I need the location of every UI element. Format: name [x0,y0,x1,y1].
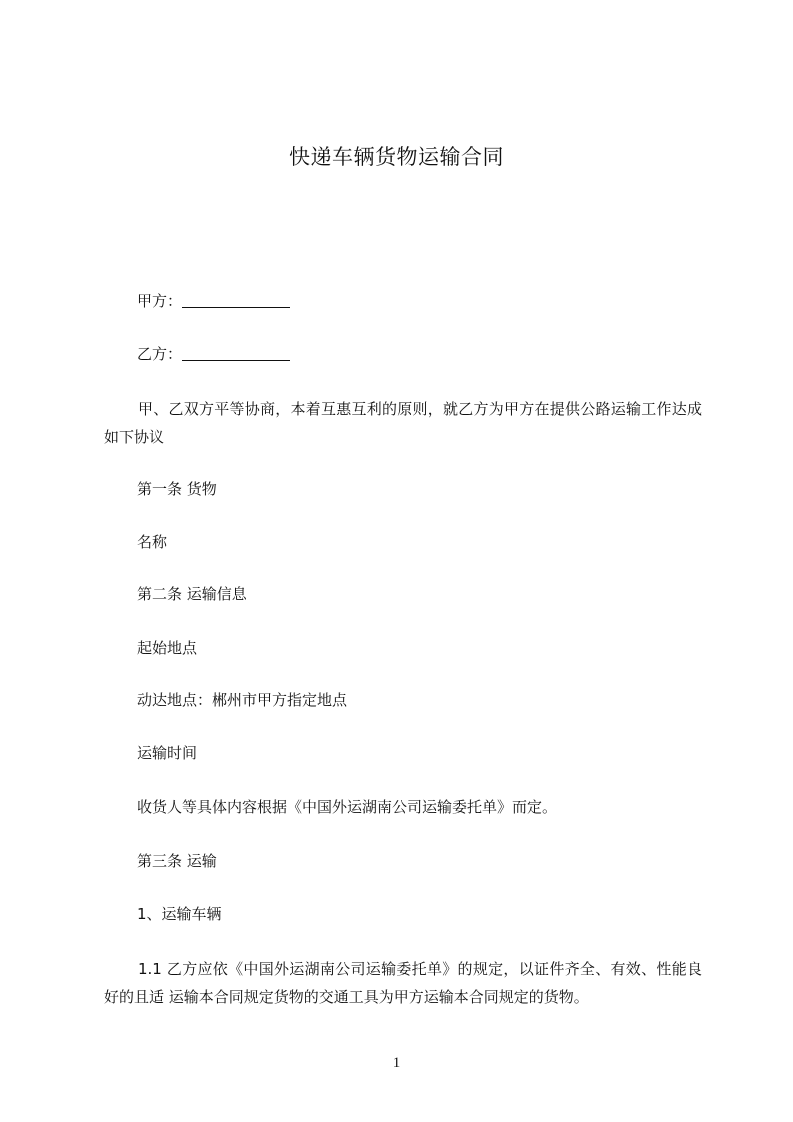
page-number: 1 [392,1055,401,1071]
article-3-title: 第三条 运输 [137,852,217,870]
consignee-line: 收货人等具体内容根据《中国外运湖南公司运输委托单》而定。 [137,798,558,816]
intro-paragraph: 甲、乙双方平等协商，本着互惠互利的原则，就乙方为甲方在提供公路运输工作达成如下协议 [104,400,702,446]
party-a-blank [182,293,290,308]
party-b-label: 乙方： [137,345,183,363]
party-b-blank [182,346,290,361]
party-a-label: 甲方： [137,292,183,310]
article-1-name: 名称 [137,533,168,551]
destination: 动达地点：郴州市甲方指定地点 [137,691,348,709]
article-2-title: 第二条 运输信息 [137,585,247,603]
article-1-title: 第一条 货物 [137,480,217,498]
section-1-title: 1、运输车辆 [137,905,222,923]
party-a-line [137,291,290,311]
clause-1-1: 1.1 乙方应依《中国外运湖南公司运输委托单》的规定，以证件齐全、有效、性能良好的且适 运输本合同规定货物的交通工具为甲方运输本合同规定的货物。 [104,960,702,1006]
transport-time: 运输时间 [137,744,198,762]
document-title: 快递车辆货物运输合同 [289,145,504,169]
party-b-line [137,344,290,364]
start-location: 起始地点 [137,639,198,657]
